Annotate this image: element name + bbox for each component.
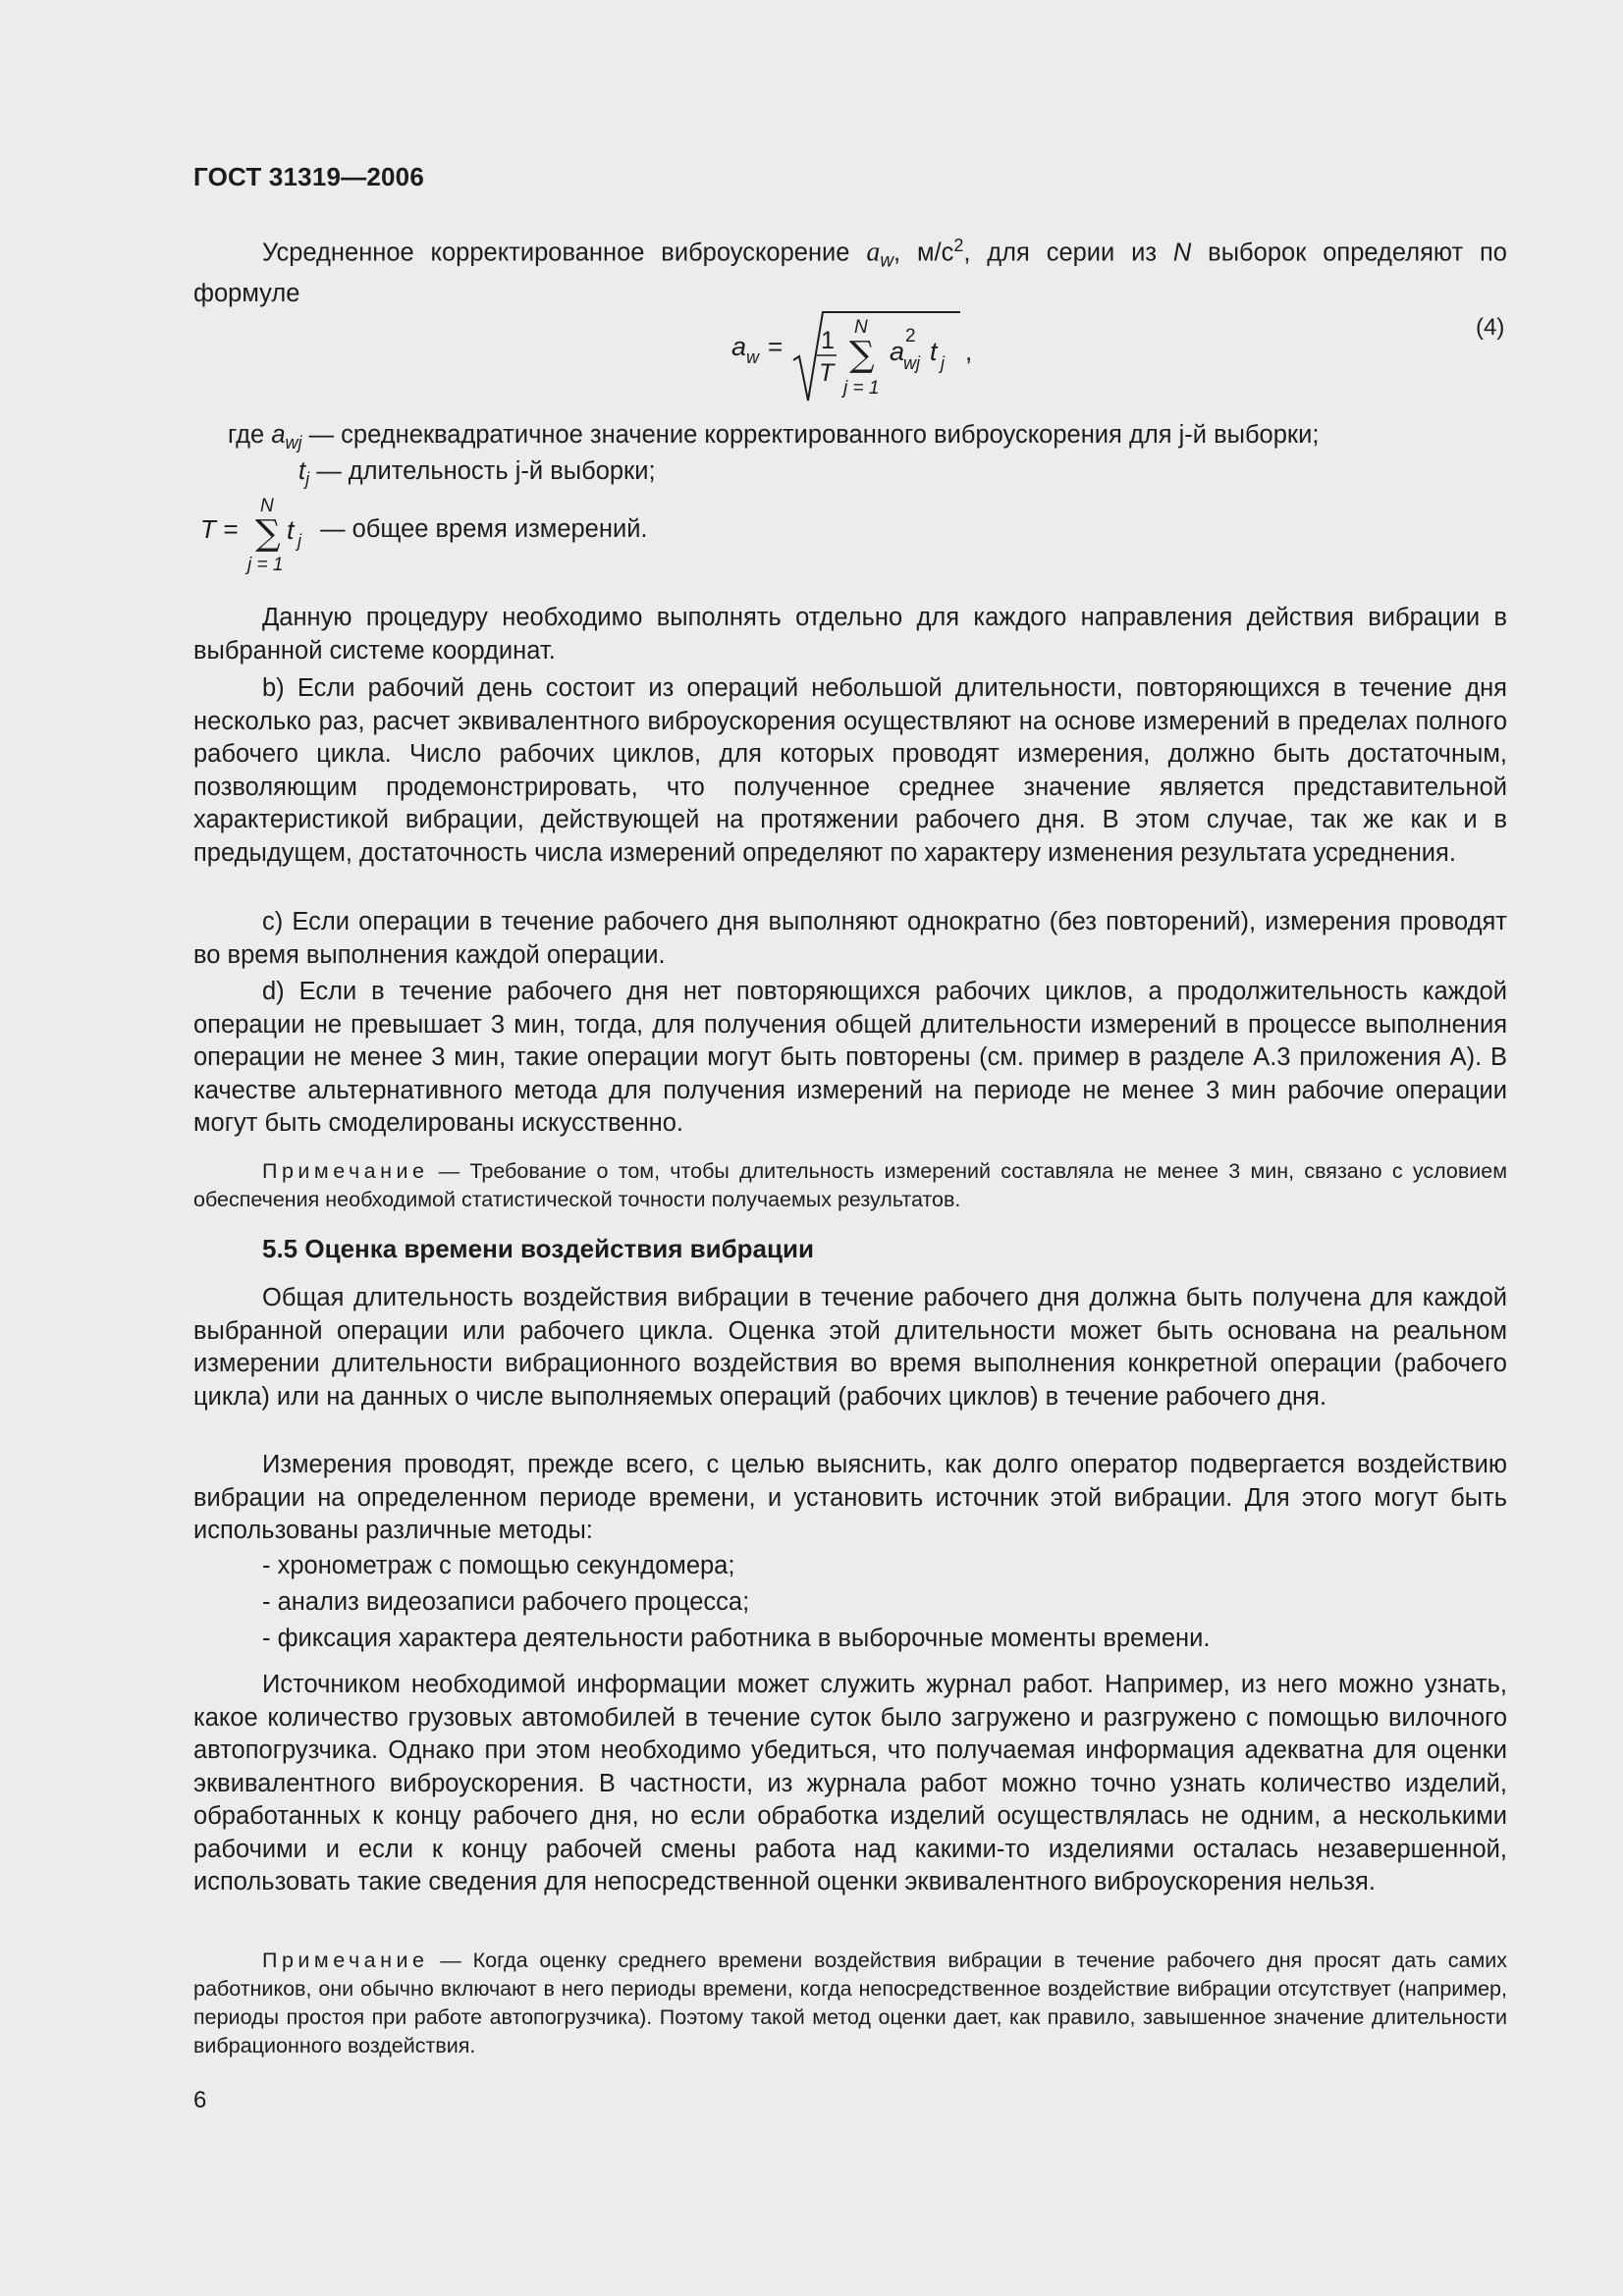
paragraph-c: c) Если операции в течение рабочего дня выполняют однократно (без повторений), измерения проводят во время выполнения каждой операции. [193, 908, 1507, 969]
intro-units-exp: 2 [953, 236, 964, 255]
list-item: - хронометраж с помощью секундомера; [262, 1552, 735, 1579]
note-1-text: — Требование о том, чтобы длительность измерений составляла не менее 3 мин, связано с условием обеспечения необходимой статистической точности получаемых результатов. [193, 1159, 1507, 1211]
formula-equals: = [768, 332, 784, 361]
document-header: ГОСТ 31319—2006 [193, 162, 424, 191]
legend-item3-sigma: ∑ [255, 513, 281, 554]
list-item: - анализ видеозаписи рабочего процесса; [262, 1588, 750, 1616]
paragraph-s2: Измерения проводят, прежде всего, с целью выяснить, как долго оператор подвергается воздействию вибрации на определенном периоде времени, и установить источник этой вибрации. Для этого могут быть использованы различные методы: [193, 1451, 1507, 1544]
formula-lhs-sub: w [746, 347, 759, 367]
formula-4 [727, 299, 982, 407]
legend-item2-text: — длительность j-й выборки; [316, 457, 656, 485]
formula-term-a-sup: 2 [905, 326, 916, 347]
legend-where: где [228, 421, 265, 449]
note-1 [193, 1157, 1507, 1214]
paragraph-procedure: Данную процедуру необходимо выполнять отдельно для каждого направления действия вибрации в выбранной системе координат. [193, 604, 1507, 665]
formula-term-a: a [890, 337, 905, 366]
formula-sum-bottom: j = 1 [843, 378, 880, 399]
paragraph-d: d) Если в течение рабочего дня нет повторяющихся рабочих циклов, а продолжительность каждой операции не превышает 3 мин, тогда, для получения общей длительности измерений в процессе выполнения операции не менее 3 мин, такие операции могут быть повторены (см. пример в разделе А.3 приложения А). В качестве альтернативного метода для получения измерений на периоде не менее 3 мин рабочие операции могут быть смоделированы искусственно. [193, 978, 1507, 1137]
section-heading-5-5: 5.5 Оценка времени воздействия вибрации [262, 1234, 814, 1263]
note-2 [193, 1947, 1507, 2060]
intro-var-a: a [866, 237, 881, 268]
paragraph-s3: Источником необходимой информации может служить журнал работ. Например, из него можно узнать, какое количество грузовых автомобилей в течение суток было загружено и разгружено с помощью вилочного автопогрузчика. Однако при этом необходимо убедиться, что получаемая информация адекватна для оценки эквивалентного виброускорения. В частности, из журнала работ можно точно узнать количество изделий, обработанных к концу рабочего дня, но если обработка изделий осуществлялась не одним, а несколькими рабочими и если к концу рабочей смены работа над какими-то изделиями осталась незавершенной, использовать такие сведения для непосредственной оценки эквивалентного виброускорения нельзя. [193, 1671, 1507, 1896]
formula-term-t-sub: j [941, 353, 945, 373]
formula-sigma: ∑ [849, 335, 875, 375]
legend-item2-sub: j [305, 469, 310, 490]
legend-item3-t-sub: j [298, 531, 301, 551]
note-2-label: Примечание [262, 1949, 429, 1972]
legend-item3-t: t [287, 515, 295, 545]
formula-term-t: t [930, 337, 938, 366]
intro-text-before: Усредненное корректированное виброускорение [262, 239, 867, 267]
formula-term-a-sub: wj [903, 353, 920, 373]
intro-text-after: , для серии из [963, 239, 1173, 267]
formula-lhs: a [731, 332, 747, 361]
legend-item-2 [298, 457, 656, 490]
intro-text-end: выборок определяют по формуле [193, 239, 1507, 308]
legend-item1-var: a [271, 421, 286, 449]
legend-item-1 [228, 421, 1319, 454]
formula-comma: , [965, 337, 973, 366]
intro-var-w: w [880, 250, 894, 272]
legend-item3-sum-bottom: j = 1 [247, 555, 284, 575]
legend-item2-var: t [298, 457, 306, 485]
paragraph-s1: Общая длительность воздействия вибрации в течение рабочего дня должна быть получена для каждой выбранной операции или рабочего цикла. Оценка этой длительности может быть основана на реальном измерении длительности вибрационного воздействия во время выполнения конкретной операции (рабочего цикла) или на данных о числе выполняемых операций (рабочих циклов) в течение рабочего дня. [193, 1284, 1507, 1411]
legend-item1-sub: wj [285, 433, 302, 454]
intro-units: , м/с [893, 239, 954, 267]
legend-item1-text: — среднеквадратичное значение корректированного виброускорения для j-й выборки; [308, 421, 1320, 449]
list-item: - фиксация характера деятельности работника в выборочные моменты времени. [262, 1625, 1211, 1652]
note-2-text: — Когда оценку среднего времени воздействия вибрации в течение рабочего дня просят дать самих работников, они обычно включают в него периоды времени, когда непосредственное воздействие вибрации отсутствует (например, периоды простоя при работе автопогрузчика). Поэтому такой метод оценки дает, как правило, завышенное значение длительности вибрационного воздействия. [193, 1949, 1507, 2057]
equation-number: (4) [1476, 314, 1505, 341]
legend-item3-lhs: T = [200, 514, 239, 544]
legend-item3-sum-top: N [260, 496, 274, 516]
formula-frac-num: 1 [821, 327, 835, 354]
formula-frac-den: T [819, 359, 835, 387]
paragraph-b: b) Если рабочий день состоит из операций небольшой длительности, повторяющихся в течение дня несколько раз, расчет эквивалентного виброускорения осуществляют на основе измерений в пределах полного рабочего цикла. Число рабочих циклов, для которых проводят измерения, должно быть достаточным, позволяющим продемонстрировать, что полученное среднее значение является представительной характеристикой вибрации, действующей на протяжении рабочего дня. В этом случае, так же как и в предыдущем, достаточность числа измерений определяют по характеру изменения результата усреднения. [193, 674, 1507, 867]
formula-sum-top: N [854, 317, 868, 338]
note-1-label: Примечание [262, 1159, 429, 1183]
intro-var-n: N [1172, 239, 1192, 267]
page-number: 6 [193, 2087, 207, 2113]
legend-item-3: — общее время измерений. [320, 515, 648, 543]
